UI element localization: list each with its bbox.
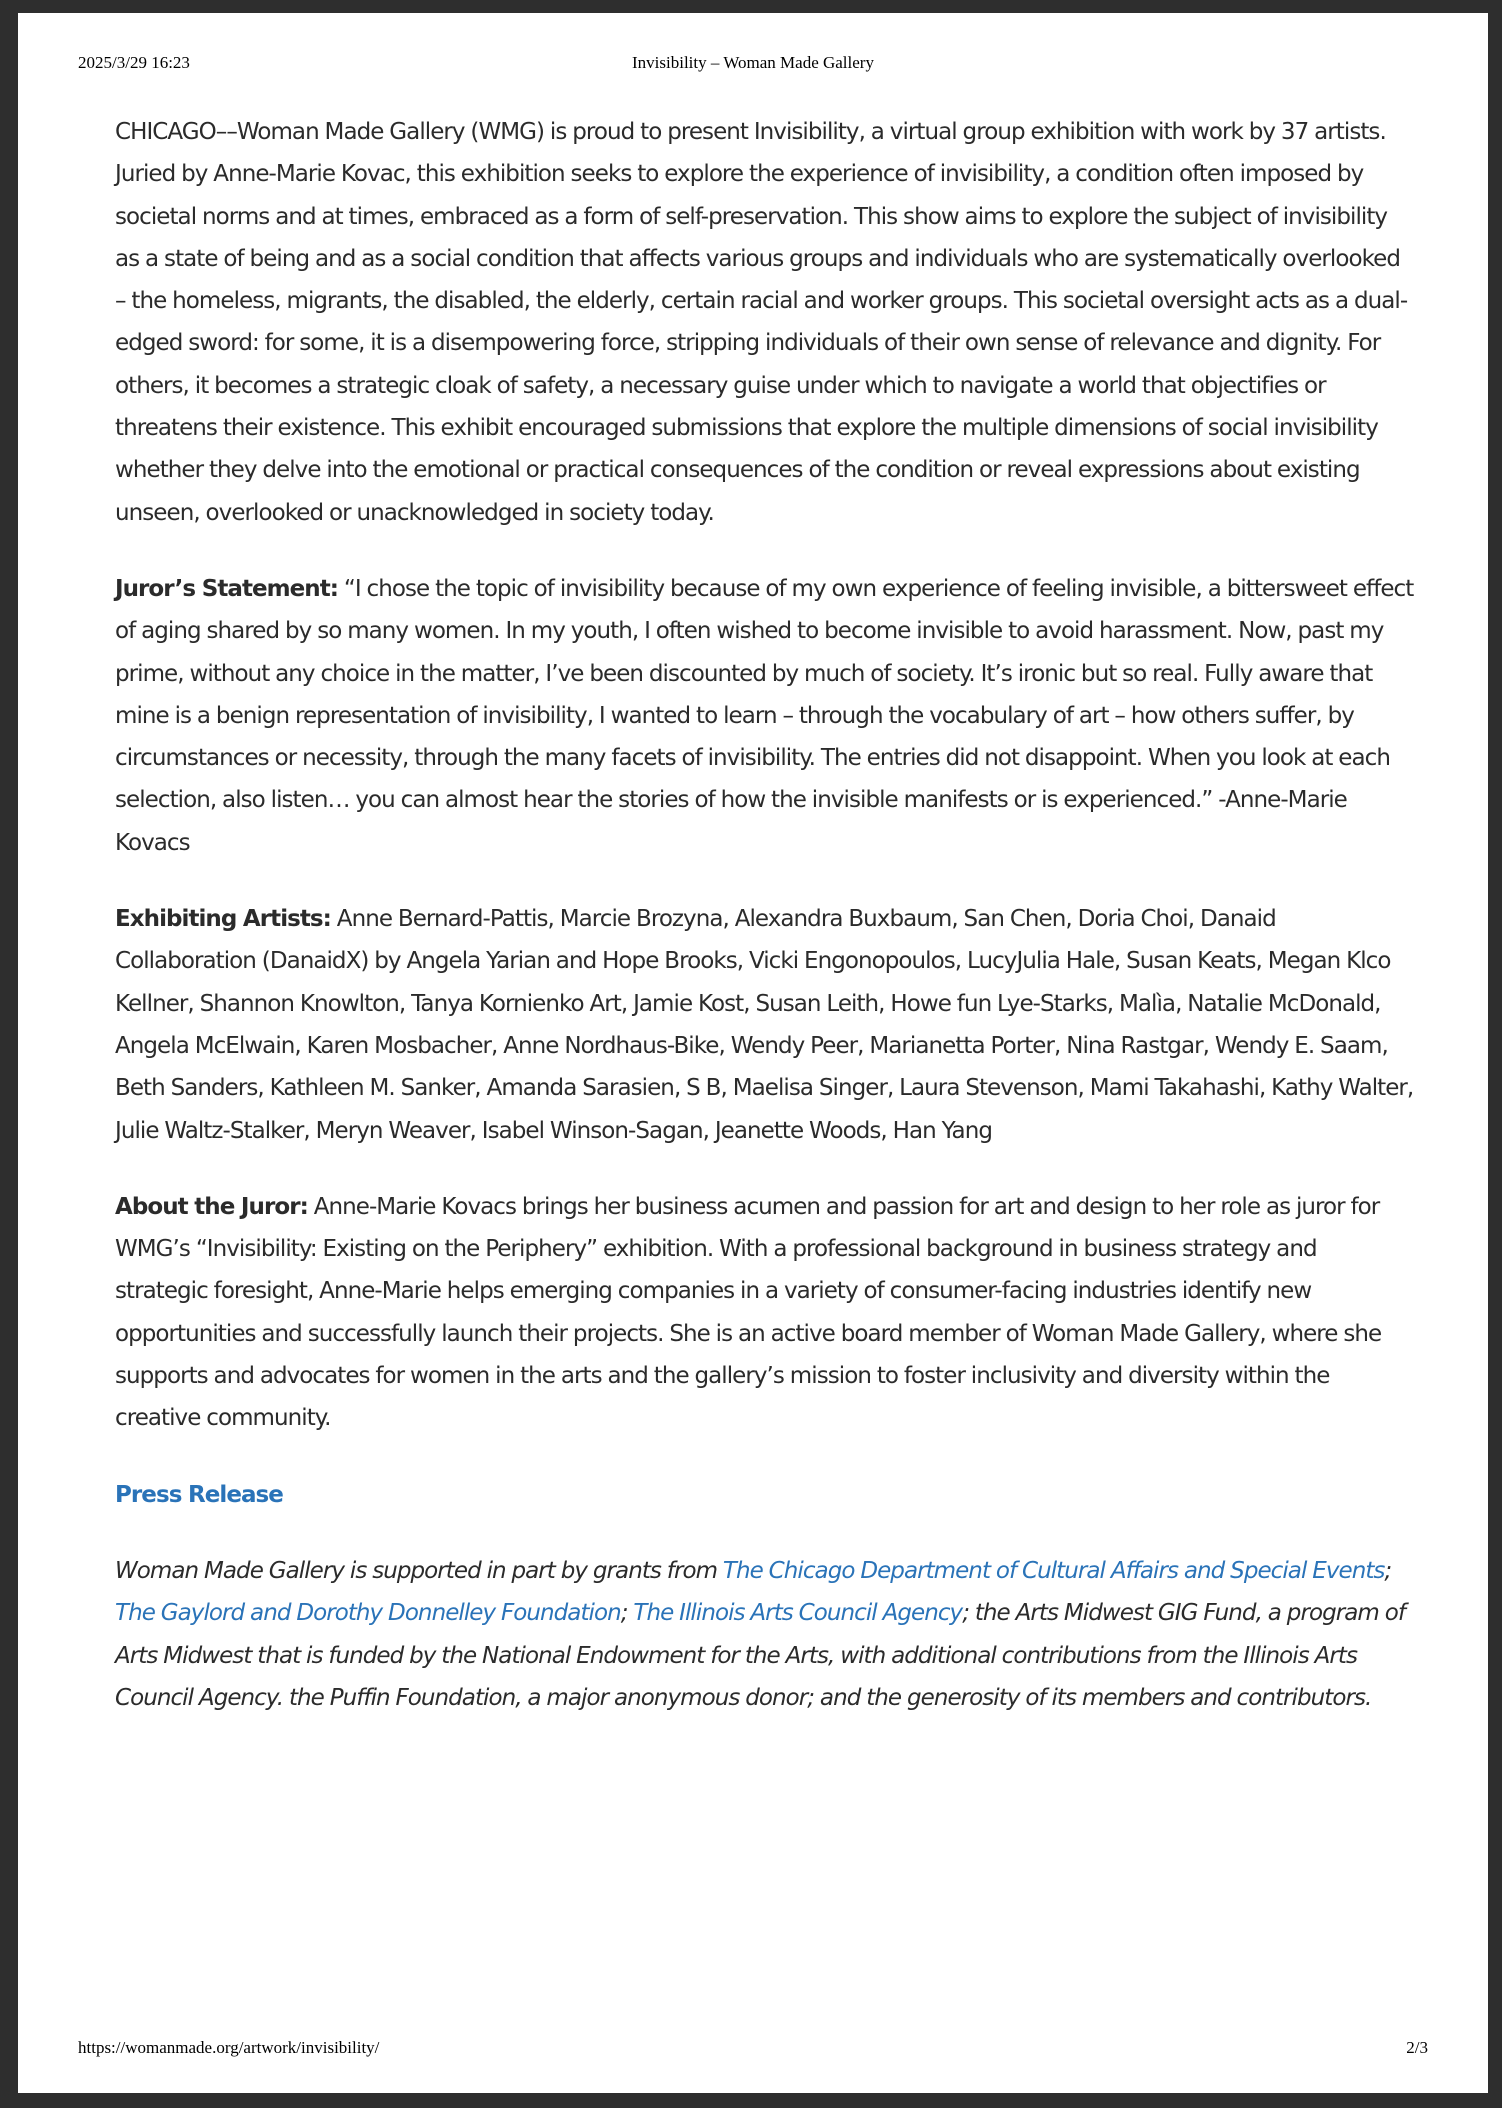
support-separator: ; (620, 1600, 634, 1627)
print-url: https://womanmade.org/artwork/invisibility/ (78, 2038, 380, 2057)
illinois-arts-council-link[interactable]: The Illinois Arts Council Agency (633, 1600, 963, 1627)
printed-page (18, 13, 1488, 2093)
print-title: Invisibility – Woman Made Gallery (632, 53, 874, 72)
juror-statement-text: “I chose the topic of invisibility because of my own experience of feeling invisible, a bittersweet effect of aging shared by so many women. In my youth, I often wished to become invisible to avoid harassment. Now, past my prime, without any choice in the matter, I’ve been discounted by much of society. It’s ironic but so real. Fully aware that mine is a benign representation of invisibility, I wanted to learn – through the vocabulary of art – how others suffer, by circumstances or necessity, through the many facets of invisibility. The entries did not disappoint. When you look at each selection, also listen… you can almost hear the stories of how the invisible manifests or is experienced.” -Anne-Marie Kovacs (115, 575, 1414, 856)
intro-paragraph: CHICAGO––Woman Made Gallery (WMG) is proud to present Invisibility, a virtual group exhibition with work by 37 artists. Juried by Anne-Marie Kovac, this exhibition seeks to explore the experience of invisibility, a condition often imposed by societal norms and at times, embraced as a form of self-preservation. This show aims to explore the subject of invisibility as a state of being and as a social condition that affects various groups and individuals who are systematically overlooked – the homeless, migrants, the disabled, the elderly, certain racial and worker groups. This societal oversight acts as a dual-edged sword: for some, it is a disempowering force, stripping individuals of their own sense of relevance and dignity. For others, it becomes a strategic cloak of safety, a necessary guise under which to navigate a world that objectifies or threatens their existence. This exhibit encouraged submissions that explore the multiple dimensions of social invisibility whether they delve into the emotional or practical consequences of the condition or reveal expressions about existing unseen, overlooked or unacknowledged in society today. (115, 119, 1408, 526)
donnelley-foundation-link[interactable]: The Gaylord and Dorothy Donnelley Foundation (115, 1600, 621, 1627)
juror-statement-label: Juror’s Statement: (115, 575, 339, 602)
exhibiting-artists-paragraph (115, 898, 1415, 1152)
support-suffix: ; the Arts Midwest GIG Fund, a program of Arts Midwest that is funded by the National Endowment for the Arts, with additional contributions from the Illinois Arts Council Agency. the Puffin Foundation, a major anonymous donor; and the generosity of its members and contributors. (115, 1600, 1405, 1711)
about-juror-label: About the Juror: (115, 1193, 308, 1220)
article-body (115, 111, 1415, 1753)
exhibiting-artists-label: Exhibiting Artists: (115, 906, 331, 933)
chicago-dcase-link[interactable]: The Chicago Department of Cultural Affairs and Special Events (722, 1557, 1385, 1584)
support-prefix: Woman Made Gallery is supported in part by grants from (115, 1557, 723, 1584)
press-release-link[interactable]: Press Release (115, 1481, 283, 1508)
exhibiting-artists-text: Anne Bernard-Pattis, Marcie Brozyna, Alexandra Buxbaum, San Chen, Doria Choi, Danaid Collaboration (DanaidX) by Angela Yarian and Hope Brooks, Vicki Engonopoulos, LucyJulia Hale, Susan Keats, Megan Klco Kellner, Shannon Knowlton, Tanya Kornienko Art, Jamie Kost, Susan Leith, Howe fun Lye-Starks, Malìa, Natalie McDonald, Angela McElwain, Karen Mosbacher, Anne Nordhaus-Bike, Wendy Peer, Marianetta Porter, Nina Rastgar, Wendy E. Saam, Beth Sanders, Kathleen M. Sanker, Amanda Sarasien, S B, Maelisa Singer, Laura Stevenson, Mami Takahashi, Kathy Walter, Julie Waltz-Stalker, Meryn Weaver, Isabel Winson-Sagan, Jeanette Woods, Han Yang (115, 906, 1414, 1144)
juror-statement-paragraph (115, 568, 1415, 864)
about-juror-text: Anne-Marie Kovacs brings her business acumen and passion for art and design to her role as juror for WMG’s “Invisibility: Existing on the Periphery” exhibition. With a professional background in business strategy and strategic foresight, Anne-Marie helps emerging companies in a variety of consumer-facing industries identify new opportunities and successfully launch their projects. She is an active board member of Woman Made Gallery, where she supports and advocates for women in the arts and the gallery’s mission to foster inclusivity and diversity within the creative community. (115, 1193, 1382, 1432)
page-number: 2/3 (1406, 2038, 1428, 2057)
press-release-paragraph (115, 1474, 1415, 1516)
about-juror-paragraph (115, 1186, 1415, 1440)
support-separator: ; (1384, 1557, 1392, 1584)
print-date: 2025/3/29 16:23 (78, 53, 190, 72)
support-paragraph (115, 1550, 1415, 1719)
